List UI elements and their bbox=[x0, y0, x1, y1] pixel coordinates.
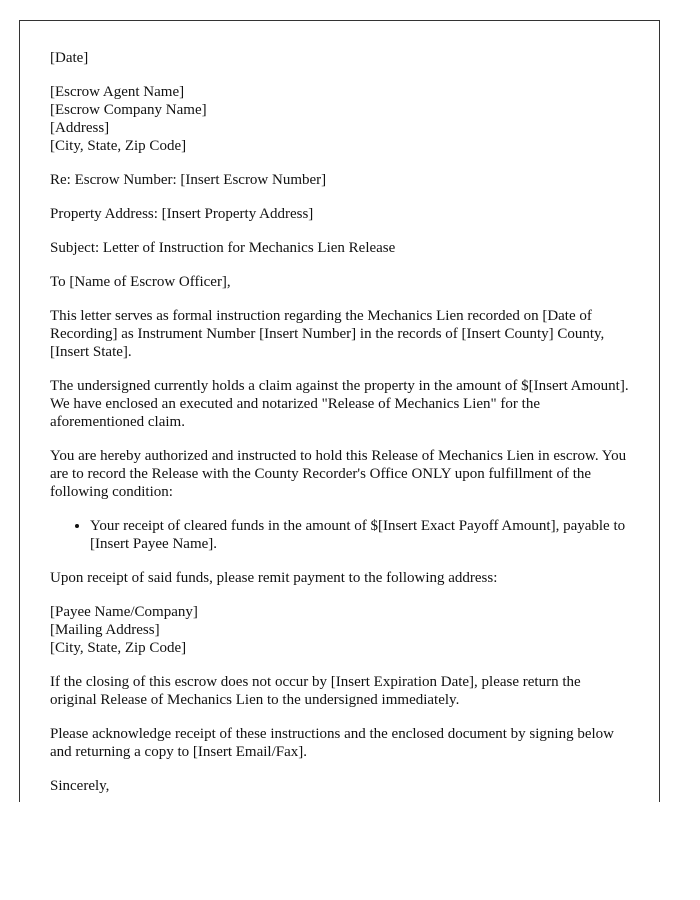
recipient-street: [Address] bbox=[50, 120, 110, 136]
condition-item: • Your receipt of cleared funds in the amount of $[Insert Exact Payoff Amount], payable to [Insert Payee Name]. bbox=[90, 517, 629, 553]
expiration-paragraph: If the closing of this escrow does not occur by [Insert Expiration Date], please return the original Release of Mechanics Lien to the undersigned immediately. bbox=[50, 674, 581, 708]
payee-address bbox=[50, 603, 629, 657]
recipient-address bbox=[50, 83, 629, 155]
recipient-name: [Escrow Agent Name] bbox=[50, 84, 185, 100]
paragraph-lien: This letter serves as formal instruction regarding the Mechanics Lien recorded on [Date of Recording] as Instrument Number [Insert Number] in the records of [Insert County] County, [Insert State]. bbox=[50, 308, 605, 360]
payee-city: [City, State, Zip Code] bbox=[50, 640, 187, 656]
closing: Sincerely, bbox=[50, 778, 110, 794]
recipient-city: [City, State, Zip Code] bbox=[50, 138, 187, 154]
recipient-company: [Escrow Company Name] bbox=[50, 102, 207, 118]
paragraph-claim: The undersigned currently holds a claim against the property in the amount of $[Insert Amount]. We have enclosed an executed and notarized "Release of Mechanics Lien" for the aforementioned claim. bbox=[50, 378, 629, 430]
subject-line: Subject: Letter of Instruction for Mechanics Lien Release bbox=[50, 240, 396, 256]
date: [Date] bbox=[50, 50, 89, 66]
salutation: To [Name of Escrow Officer], bbox=[50, 274, 231, 290]
acknowledge-paragraph: Please acknowledge receipt of these instructions and the enclosed document by signing below and returning a copy to [Insert Email/Fax]. bbox=[50, 726, 615, 760]
condition-list bbox=[50, 517, 629, 553]
letter-page bbox=[19, 20, 660, 802]
paragraph-instruction: You are hereby authorized and instructed to hold this Release of Mechanics Lien in escrow. You are to record the Release with the County Recorder's Office ONLY upon fulfillment of the following condition: bbox=[50, 448, 627, 500]
remit-line: Upon receipt of said funds, please remit payment to the following address: bbox=[50, 570, 498, 586]
payee-name: [Payee Name/Company] bbox=[50, 604, 198, 620]
re-line: Re: Escrow Number: [Insert Escrow Number] bbox=[50, 172, 327, 188]
payee-mailing: [Mailing Address] bbox=[50, 622, 160, 638]
property-line: Property Address: [Insert Property Address] bbox=[50, 206, 314, 222]
